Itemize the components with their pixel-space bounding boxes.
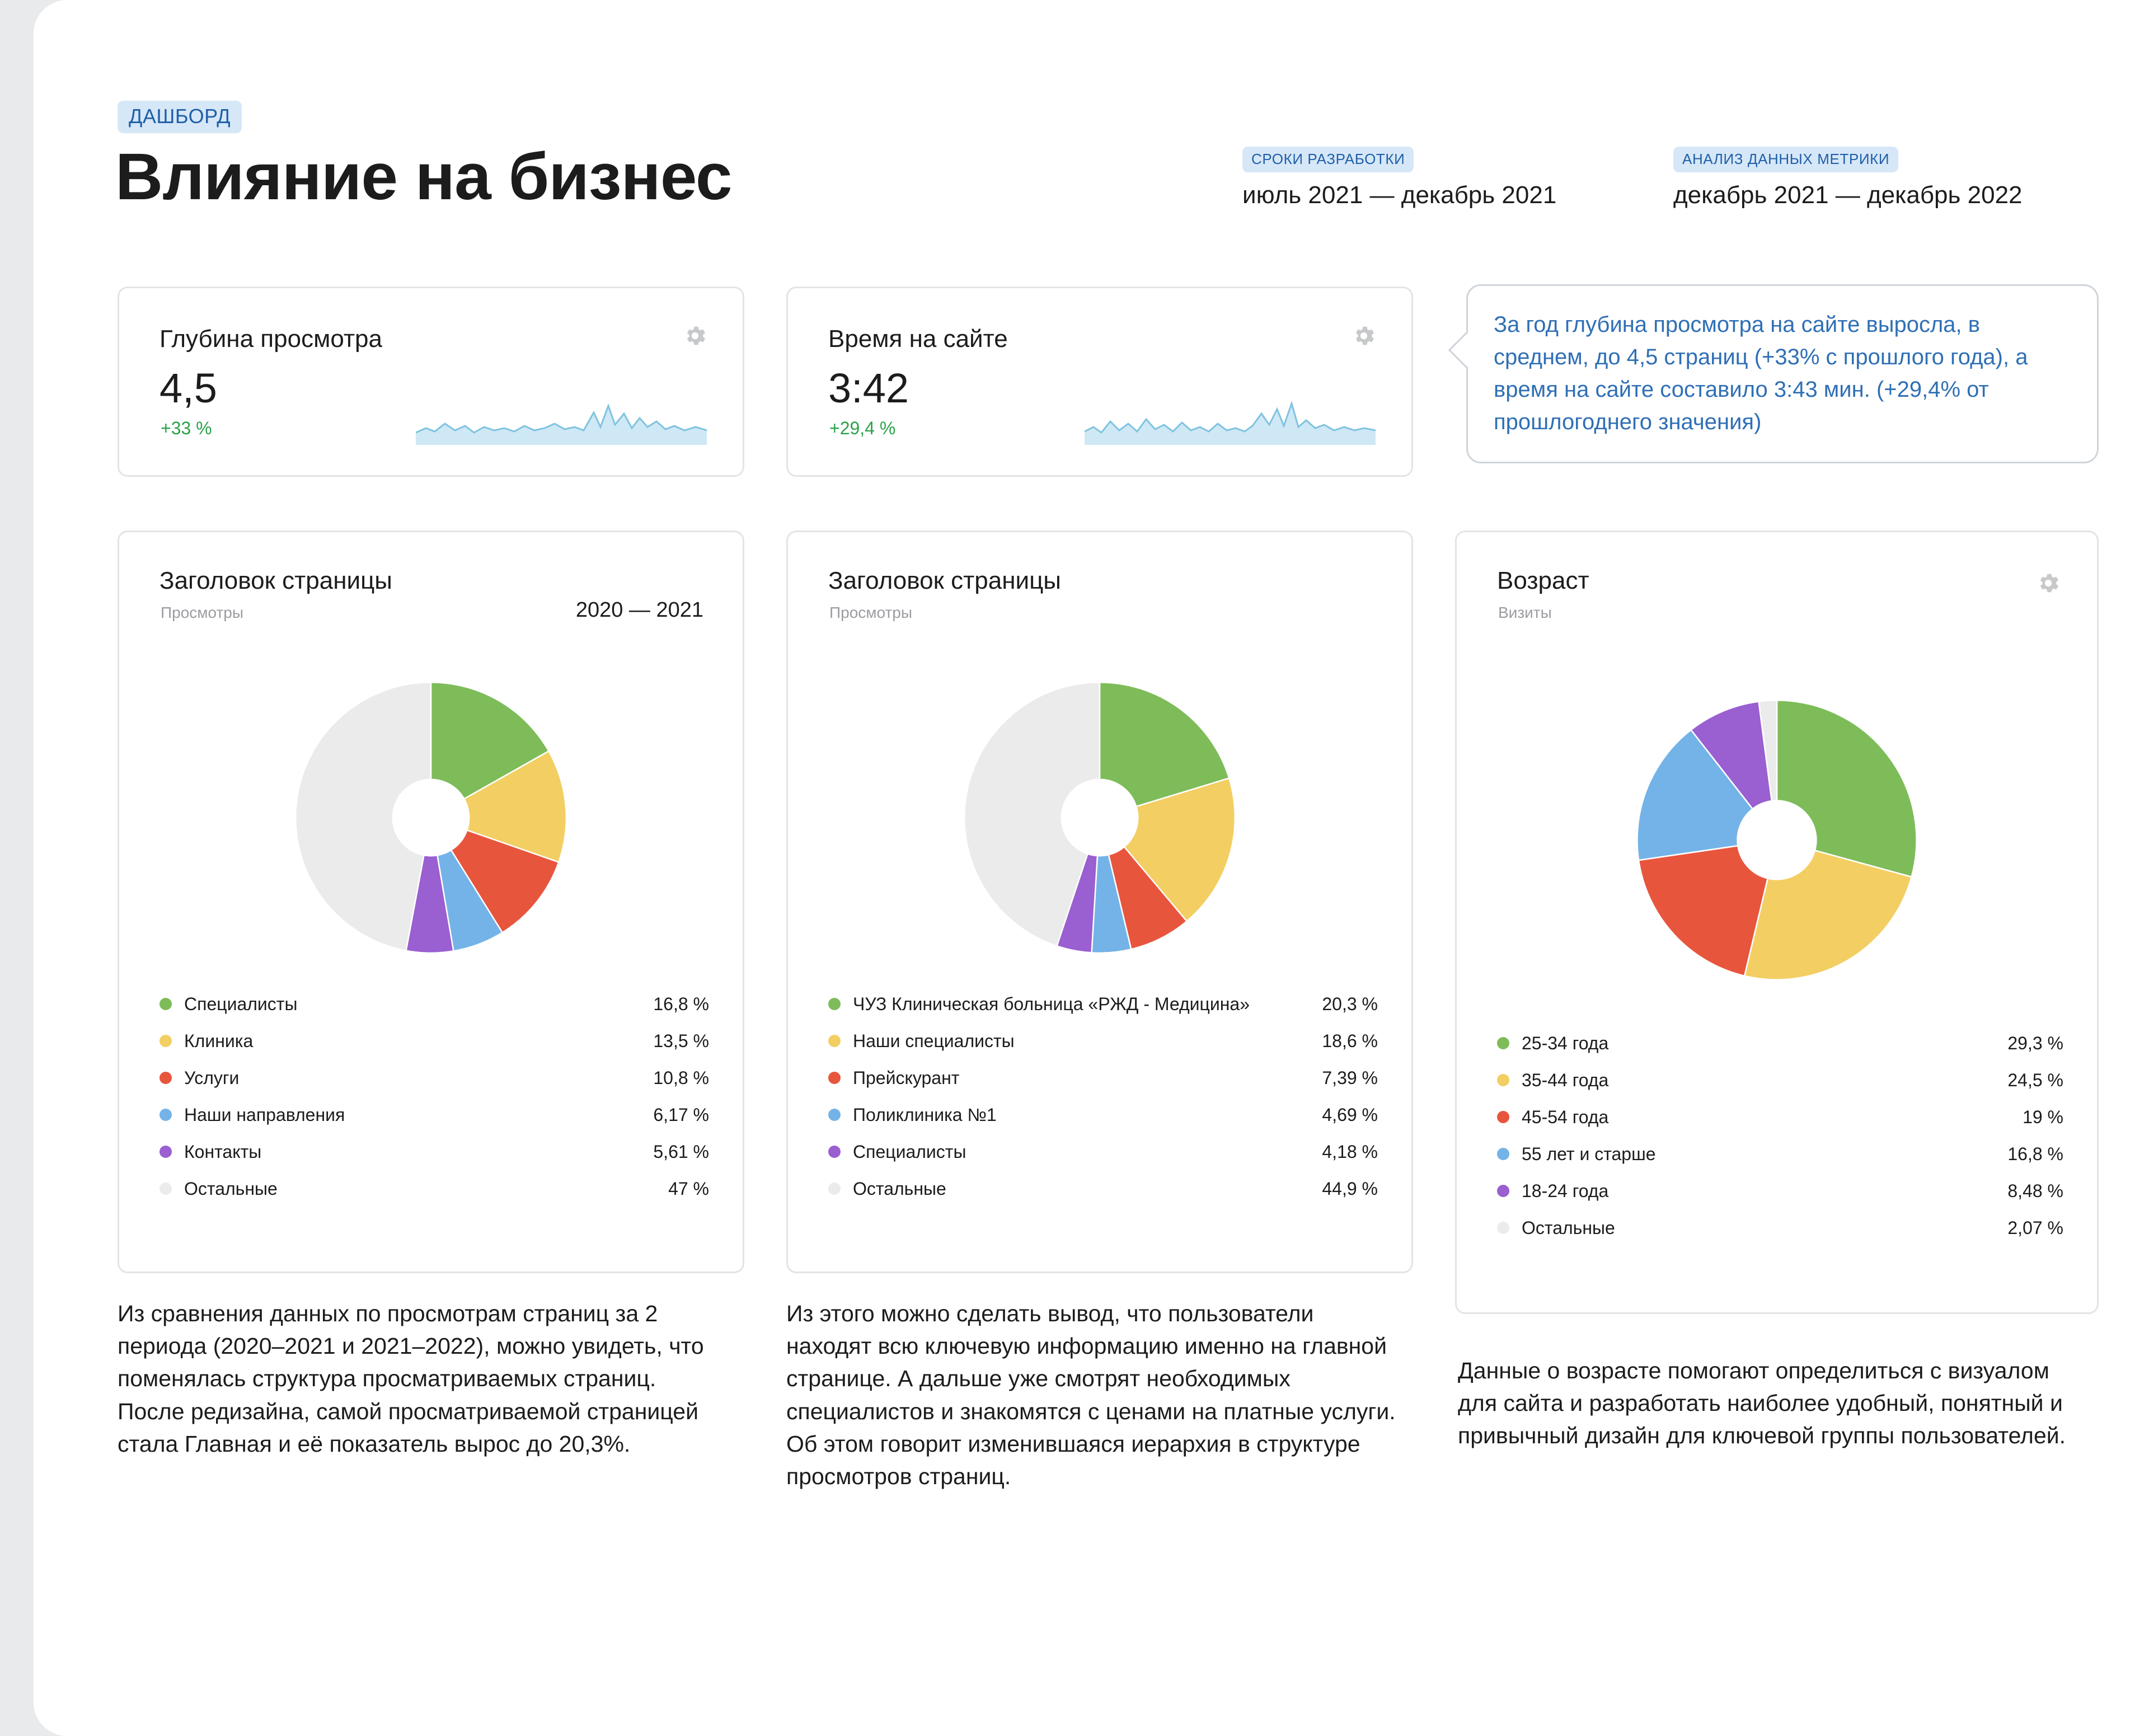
- legend-label: Наши специалисты: [853, 1030, 1015, 1051]
- metric-card-depth: [118, 287, 744, 477]
- legend-value: 16,8 %: [2007, 1143, 2063, 1164]
- legend-label: Поликлиника №1: [853, 1104, 997, 1125]
- gear-icon[interactable]: [682, 323, 708, 349]
- insight-callout-text: За год глубина просмотра на сайте выросла, в среднем, до 4,5 страниц (+33% с прошлого года), а время на сайте составило 3:43 мин. (+29,4% от прошлогоднего значения): [1494, 312, 2028, 434]
- legend-item[interactable]: [828, 1170, 1378, 1207]
- legend-item[interactable]: [159, 1059, 709, 1096]
- metric-title-depth: Глубина просмотра: [159, 325, 382, 353]
- legend-item[interactable]: [1497, 1209, 2063, 1246]
- dashboard-sheet: [34, 0, 2149, 1736]
- metric-delta-time: +29,4 %: [829, 418, 896, 438]
- legend-item[interactable]: [828, 1096, 1378, 1133]
- period-development-value: июль 2021 — декабрь 2021: [1242, 181, 1557, 209]
- chart-title: Заголовок страницы: [828, 567, 1061, 594]
- legend-label: Остальные: [1522, 1217, 1615, 1238]
- donut-chart: [926, 644, 1273, 991]
- legend-label: Остальные: [853, 1178, 946, 1199]
- legend-value: 29,3 %: [2007, 1033, 2063, 1053]
- legend-color-swatch: [828, 1035, 841, 1047]
- donut-chart: [257, 644, 604, 991]
- legend-item[interactable]: [828, 1022, 1378, 1059]
- page-title: Влияние на бизнес: [115, 140, 732, 214]
- legend-color-swatch: [1497, 1148, 1509, 1160]
- legend-color-swatch: [159, 1109, 172, 1121]
- legend-value: 6,17 %: [653, 1104, 709, 1125]
- period-development-label: СРОКИ РАЗРАБОТКИ: [1242, 147, 1414, 172]
- legend-color-swatch: [1497, 1037, 1509, 1049]
- legend-value: 47 %: [668, 1178, 709, 1199]
- chart-subtitle: Просмотры: [829, 604, 912, 621]
- legend-label: Остальные: [184, 1178, 278, 1199]
- legend-color-swatch: [828, 1183, 841, 1195]
- legend-item[interactable]: [159, 986, 709, 1022]
- metric-value-time: 3:42: [828, 365, 909, 411]
- legend-color-swatch: [159, 1183, 172, 1195]
- gear-icon[interactable]: [1351, 323, 1377, 349]
- legend-item[interactable]: [1497, 1172, 2063, 1209]
- legend-item[interactable]: [159, 1170, 709, 1207]
- legend-value: 10,8 %: [653, 1067, 709, 1088]
- legend-label: Специалисты: [184, 993, 298, 1014]
- legend-value: 16,8 %: [653, 993, 709, 1014]
- legend-value: 8,48 %: [2007, 1180, 2063, 1201]
- metric-title-time: Время на сайте: [828, 325, 1008, 353]
- legend-color-swatch: [1497, 1074, 1509, 1086]
- legend-value: 13,5 %: [653, 1030, 709, 1051]
- legend-value: 19 %: [2023, 1106, 2063, 1127]
- legend-value: 4,18 %: [1322, 1141, 1378, 1162]
- legend-value: 44,9 %: [1322, 1178, 1378, 1199]
- legend-item[interactable]: [1497, 1062, 2063, 1099]
- legend-color-swatch: [1497, 1185, 1509, 1197]
- legend-color-swatch: [159, 1146, 172, 1158]
- metric-card-time: [786, 287, 1413, 477]
- legend-item[interactable]: [159, 1022, 709, 1059]
- period-development: [1242, 147, 1556, 209]
- donut-chart-container: [788, 644, 1411, 991]
- period-analysis-value: декабрь 2021 — декабрь 2022: [1673, 181, 2023, 209]
- legend-label: Клиника: [184, 1030, 254, 1051]
- sparkline-time: [1085, 372, 1376, 445]
- chart-card-age: [1455, 531, 2099, 1314]
- chart-title: Возраст: [1497, 567, 1589, 594]
- legend-value: 5,61 %: [653, 1141, 709, 1162]
- note-age: Данные о возрасте помогают определиться с визуалом для сайта и разработать наиболее удобный, понятный и привычный дизайн для ключевой группы пользователей.: [1458, 1358, 2066, 1449]
- legend-label: 18-24 года: [1522, 1180, 1609, 1201]
- legend-item[interactable]: [159, 1096, 709, 1133]
- chart-title: Заголовок страницы: [159, 567, 392, 594]
- chart-legend: [159, 986, 709, 1207]
- legend-value: 20,3 %: [1322, 993, 1378, 1014]
- gear-icon[interactable]: [2035, 570, 2061, 596]
- legend-label: ЧУЗ Клиническая больница «РЖД - Медицина»: [853, 993, 1250, 1014]
- chart-range: 2020 — 2021: [575, 598, 703, 622]
- chart-legend: [828, 986, 1378, 1207]
- legend-item[interactable]: [1497, 1136, 2063, 1172]
- legend-value: 18,6 %: [1322, 1030, 1378, 1051]
- donut-chart-container: [1457, 661, 2097, 1019]
- insight-callout: [1466, 284, 2099, 463]
- legend-label: Услуги: [184, 1067, 240, 1088]
- legend-color-swatch: [828, 1146, 841, 1158]
- metric-delta-depth: +33 %: [161, 418, 212, 438]
- legend-color-swatch: [1497, 1111, 1509, 1123]
- legend-color-swatch: [159, 1035, 172, 1047]
- legend-label: Прейскурант: [853, 1067, 960, 1088]
- legend-label: 55 лет и старше: [1522, 1143, 1656, 1164]
- legend-color-swatch: [828, 998, 841, 1010]
- legend-label: 45-54 года: [1522, 1106, 1609, 1127]
- note-pages-comparison: Из сравнения данных по просмотрам страниц за 2 периода (2020–2021 и 2021–2022), можно увидеть, что поменялась структура просматриваемых страниц. После редизайна, самой просматриваемой страницей стала Главная и её показатель вырос до 20,3%.: [118, 1301, 704, 1457]
- dashboard-badge: ДАШБОРД: [118, 101, 242, 133]
- legend-value: 24,5 %: [2007, 1069, 2063, 1090]
- legend-item[interactable]: [159, 1133, 709, 1170]
- legend-item[interactable]: [1497, 1099, 2063, 1136]
- legend-item[interactable]: [828, 1059, 1378, 1096]
- legend-color-swatch: [159, 1072, 172, 1084]
- donut-chart-container: [119, 644, 743, 991]
- legend-label: Специалисты: [853, 1141, 966, 1162]
- legend-value: 7,39 %: [1322, 1067, 1378, 1088]
- period-analysis: [1673, 147, 2023, 209]
- sparkline-depth: [416, 372, 707, 445]
- donut-chart: [1598, 661, 1956, 1019]
- legend-value: 4,69 %: [1322, 1104, 1378, 1125]
- legend-label: Контакты: [184, 1141, 262, 1162]
- chart-subtitle: Просмотры: [161, 604, 243, 621]
- legend-item[interactable]: [1497, 1025, 2063, 1062]
- period-analysis-label: АНАЛИЗ ДАННЫХ МЕТРИКИ: [1673, 147, 1898, 172]
- legend-item[interactable]: [828, 986, 1378, 1022]
- legend-value: 2,07 %: [2007, 1217, 2063, 1238]
- metric-value-depth: 4,5: [159, 365, 217, 411]
- legend-label: 25-34 года: [1522, 1033, 1609, 1053]
- legend-color-swatch: [828, 1072, 841, 1084]
- note-pages-conclusion: Из этого можно сделать вывод, что пользователи находят всю ключевую информацию именно на главной странице. А дальше уже смотрят необходимых специалистов и знакомятся с ценами на платные услуги. Об этом говорит изменившаяся иерархия в структуре просмотров страниц.: [786, 1301, 1396, 1490]
- chart-subtitle: Визиты: [1498, 604, 1552, 621]
- legend-color-swatch: [1497, 1222, 1509, 1234]
- legend-item[interactable]: [828, 1133, 1378, 1170]
- chart-card-pages-2021-2022: [786, 531, 1413, 1273]
- legend-label: 35-44 года: [1522, 1069, 1609, 1090]
- legend-color-swatch: [828, 1109, 841, 1121]
- chart-legend: [1497, 1025, 2063, 1246]
- chart-card-pages-2020-2021: [118, 531, 744, 1273]
- legend-color-swatch: [159, 998, 172, 1010]
- legend-label: Наши направления: [184, 1104, 345, 1125]
